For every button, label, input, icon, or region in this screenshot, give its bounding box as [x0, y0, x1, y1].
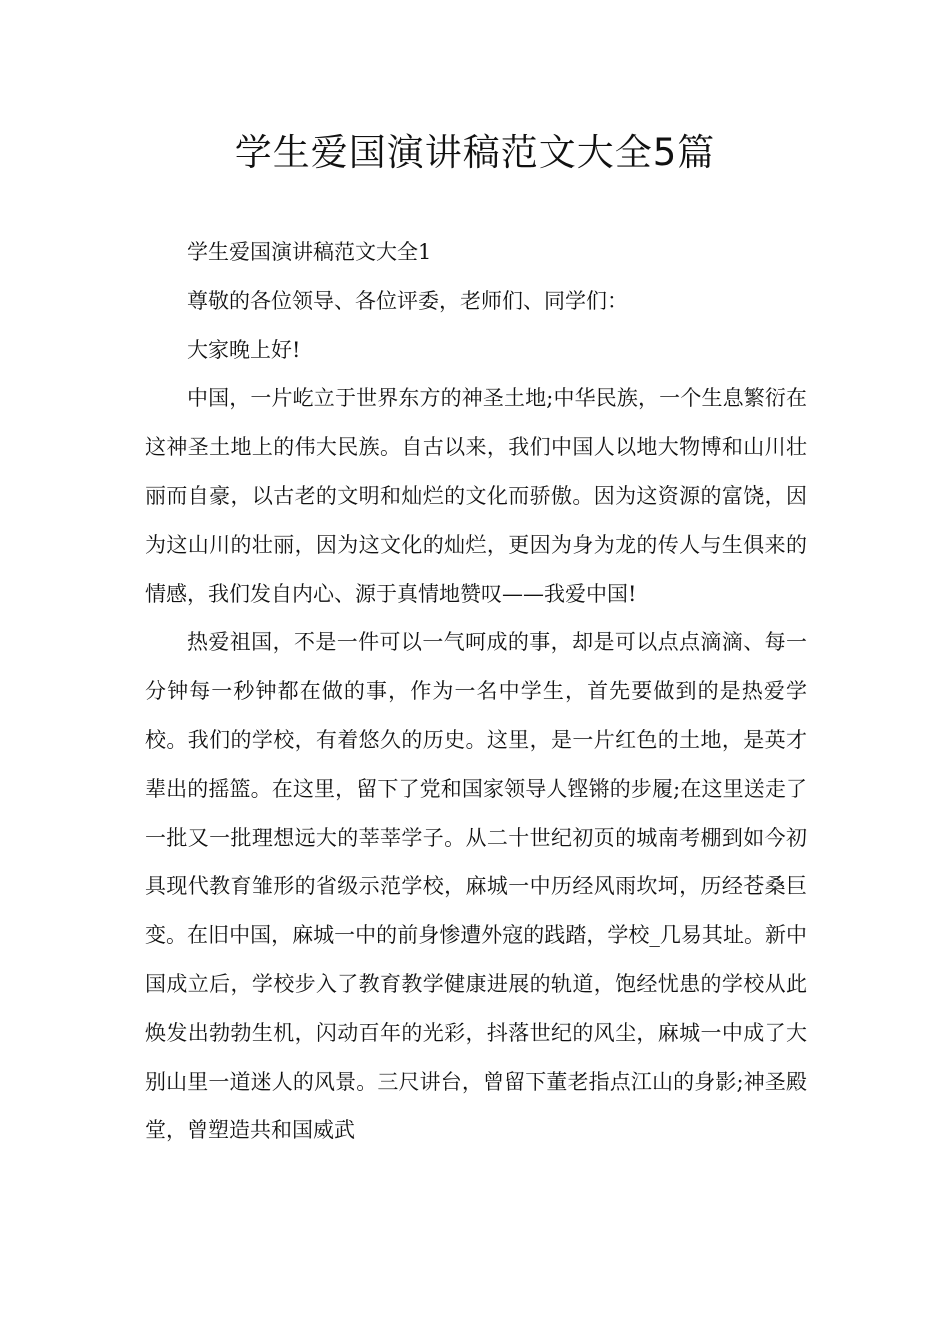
document-body [145, 228, 807, 1155]
body-paragraph: 热爱祖国，不是一件可以一气呵成的事，却是可以点点滴滴、每一分钟每一秒钟都在做的事，作为一名中学生，首先要做到的是热爱学校。我们的学校，有着悠久的历史。这里，是一片红色的土地，是英才辈出的摇篮。在这里，留下了党和国家领导人铿锵的步履;在这里送走了一批又一批理想远大的莘莘学子。从二十世纪初页的城南考棚到如今初具现代教育雏形的省级示范学校，麻城一中历经风雨坎坷，历经苍桑巨变。在旧中国，麻城一中的前身惨遭外寇的践踏，学校_几易其址。新中国成立后，学校步入了教育教学健康进展的轨道，饱经忧患的学校从此焕发出勃勃生机，闪动百年的光彩，抖落世纪的风尘，麻城一中成了大别山里一道迷人的风景。三尺讲台，曾留下董老指点江山的身影;神圣殿堂，曾塑造共和国威武 [145, 630, 807, 1143]
body-paragraph: 中国，一片屹立于世界东方的神圣土地;中华民族，一个生息繁衍在这神圣土地上的伟大民族。自古以来，我们中国人以地大物博和山川壮丽而自豪，以古老的文明和灿烂的文化而骄傲。因为这资源的富饶，因为这山川的壮丽，因为这文化的灿烂，更因为身为龙的传人与生俱来的情感，我们发自内心、源于真情地赞叹——我爱中国! [145, 386, 807, 606]
section-heading: 学生爱国演讲稿范文大全1 [187, 240, 432, 264]
salutation: 尊敬的各位领导、各位评委，老师们、同学们： [187, 288, 628, 313]
document-title: 学生爱国演讲稿范文大全5篇 [234, 131, 716, 174]
greeting: 大家晚上好! [187, 337, 301, 362]
